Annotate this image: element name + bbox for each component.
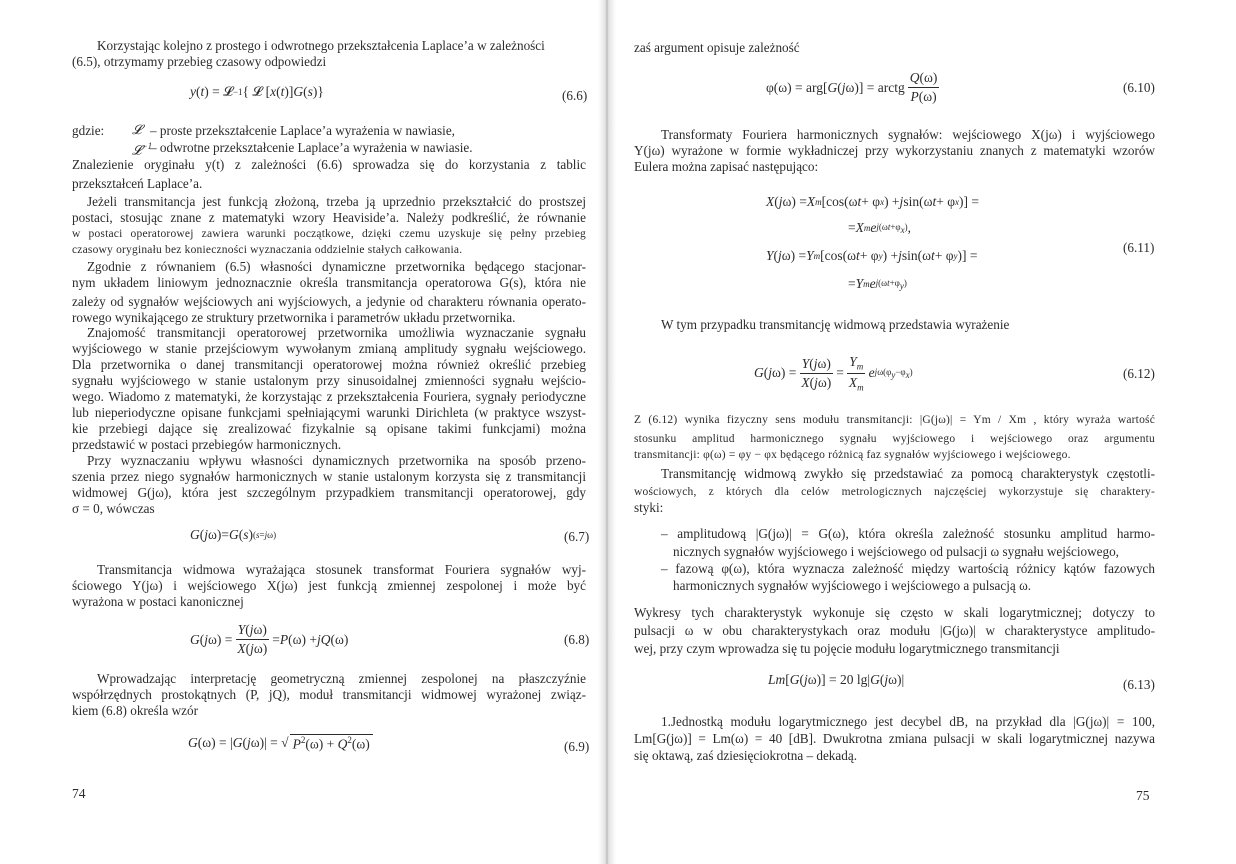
equation-6-11-y: Y ( j ω) = Y m [cos(ω t + φ y ) + j sin(ω t + φ y )] =	[766, 248, 978, 263]
text-line: Dla przetwornika o danej transmitancji operatorowej można również określić przebieg	[72, 357, 586, 372]
text-line: Wykresy tych charakterystyk wykonuje się często w skali logarytmicznej; dotyczy to	[634, 605, 1155, 620]
equation-number: (6.9)	[564, 739, 590, 754]
text-line: lub nieperiodyczne opisane funkcjami spełniającymi warunki Dirichleta (w praktyce wszyst-	[72, 405, 586, 420]
text-line: wego. Wiadomo z matematyki, że korzystając z przekształcenia Fouriera, sygnały periodyczne	[72, 389, 586, 404]
right-page	[616, 0, 1236, 864]
text-line: przedstawić w postaci przebiegów harmonicznych.	[72, 437, 342, 452]
equation-number: (6.8)	[564, 632, 590, 647]
text-line: kiem (6.8) określa wzór	[72, 703, 198, 718]
equation-6-9: G (ω) = | G ( j ω)| = √ $P^2(\omega) + Q^2(\omega)$	[188, 734, 373, 753]
equation-number: (6.6)	[562, 88, 588, 103]
text-line: Znajomość transmitancji operatorowej przetwornika umożliwia wyznaczanie sygnału	[87, 325, 586, 340]
text-line: transmitancji: φ(ω) = φy − φx będącego różnicą faz sygnałów wyjściowego i wejściowego.	[634, 449, 1071, 461]
text-line: zależy od sygnałów wejściowych ani wyjściowych, a jedynie od charakteru równania operato-	[72, 294, 586, 309]
text-line: gdzie:	[72, 123, 105, 138]
text-line: wyjściowego w stanie przejściowym wywołanym zmianą amplitudy sygnału wejściowego.	[72, 341, 586, 356]
equation-number: (6.10)	[1123, 80, 1155, 95]
equation-6-8: G ( j ω) = $\frac{Y(j\omega)}{X(j\omega)}$ = P (ω) + jQ (ω)	[190, 622, 349, 656]
text-line: Z (6.12) wynika fizyczny sens modułu transmitancji: |G(jω)| = Ym / Xm , który wyraża wartość	[634, 414, 1155, 426]
text-line: przekształceń Laplace’a.	[72, 176, 203, 191]
text-line: Znalezienie oryginału y(t) z zależności (6.6) sprowadza się do korzystania z tablic	[72, 157, 586, 172]
text-line: czasowy oryginału bez konieczności wyznaczania oddzielnie stałych całkowania.	[72, 244, 463, 256]
text-line: postaci, stosując znane z matematyki wzory Heaviside’a. Należy podkreślić, że równanie	[72, 210, 586, 225]
equation-6-12: G ( j ω) = $\frac{Y(j\omega)}{X(j\omega)}$ = $\frac{Y_m}{X_m}$ e $j\omega(\varphi_y-\varphi_x)$	[754, 354, 913, 393]
equation-6-10: φ(ω) = arg[ G ( j ω)] = arctg $\frac{Q(\omega)}{P(\omega)}$	[766, 70, 938, 104]
list-item: – fazową φ(ω), która wyznacza zależność między wartością różnicy kątów fazowych	[661, 561, 1155, 576]
text-line: Jeżeli transmitancja jest funkcją złożoną, trzeba ją uprzednio przekształcić do prostszej	[87, 194, 586, 209]
text-line: Y(jω) wyrażone w formie wykładniczej przy wykorzystaniu znanych z matematyki wzorów	[634, 143, 1155, 158]
text-line: zaś argument opisuje zależność	[634, 40, 800, 55]
text-line: widmowej G(jω), która jest szczególnym przypadkiem transmitancji operatorowej, gdy	[72, 485, 586, 500]
equation-number: (6.7)	[564, 529, 590, 544]
text-line: styki:	[634, 500, 664, 515]
text-line: szenia przez niego sygnałów harmonicznych w stanie ustalonym korzysta się z transmitancji	[72, 469, 586, 484]
text-line: Eulera można zapisać następująco:	[634, 159, 819, 174]
inverse-laplace-symbol: 𝓛$^{-1}$	[132, 141, 153, 158]
page-number: 74	[72, 786, 86, 801]
equation-6-11-y-exp: = Y m e $j(\omega t+\varphi_y)$	[848, 276, 907, 291]
book-gutter-shadow	[598, 0, 616, 864]
list-item: – amplitudową |G(jω)| = G(ω), która określa zależność stosunku amplitud harmo-	[661, 526, 1155, 541]
text-line: 1.Jednostką modułu logarytmicznego jest decybel dB, na przykład dla |G(jω)| = 100,	[661, 714, 1155, 729]
text-line: Lm[G(jω)] = Lm(ω) = 40 [dB]. Dwukrotna zmiana pulsacji w skali logarytmicznej nazywa	[634, 731, 1155, 746]
text-line: wyrażona w postaci kanonicznej	[72, 594, 244, 609]
equation-6-11-x-exp: = X m e $j(\omega t+\varphi_x)$ ,	[848, 220, 911, 235]
text-line: Transmitancja widmowa wyrażająca stosunek transformat Fouriera sygnałów wyj-	[97, 562, 586, 577]
list-item-continuation: nicznych sygnałów wyjściowego i wejściowego od pulsacji ω sygnału wejściowego,	[673, 544, 1119, 559]
page-number: 75	[1136, 788, 1150, 803]
laplace-symbol: 𝓛	[132, 122, 142, 137]
equation-6-11-x: X ( j ω) = X m [cos(ω t + φ x ) + j sin(ω t + φ x )] =	[766, 194, 979, 209]
text-line: – odwrotne przekształcenie Laplace’a wyrażenia w nawiasie.	[150, 140, 473, 155]
text-line: rowego wynikającego ze struktury przetwornika i parametrów układu przetwornika.	[72, 310, 516, 325]
text-line: – proste przekształcenie Laplace’a wyrażenia w nawiasie,	[150, 123, 455, 138]
equation-number: (6.11)	[1123, 240, 1155, 255]
text-line: Korzystając kolejno z prostego i odwrotnego przekształcenia Laplace’a w zależności	[97, 38, 545, 53]
text-line: (6.5), otrzymamy przebieg czasowy odpowiedzi	[72, 54, 327, 69]
equation-6-13: Lm [ G ( j ω)] = 20 lg| G ( j ω)|	[768, 672, 905, 687]
equation-number: (6.13)	[1123, 677, 1155, 692]
text-line: Przy wyznaczaniu wpływu własności dynamicznych przetwornika na sposób przeno-	[87, 453, 586, 468]
text-line: ściowego Y(jω) i wejściowego X(jω) jest funkcją zmiennej zespolonej i może być	[72, 578, 586, 593]
text-line: w postaci operatorowej zawiera warunki początkowe, dzięki czemu uzyskuje się pełny przebieg	[72, 228, 586, 240]
list-item-continuation: harmonicznych sygnałów wyjściowego i wejściowego a pulsacją ω.	[673, 578, 1032, 593]
text-line: się oktawą, zaś dziesięciokrotna – dekadą.	[634, 748, 857, 763]
left-page	[0, 0, 600, 864]
text-line: współrzędnych prostokątnych (P, jQ), moduł transmitancji widmowej wyrażonej związ-	[72, 687, 586, 702]
text-line: W tym przypadku transmitancję widmową przedstawia wyrażenie	[661, 317, 1010, 332]
text-line: wej, przy czym wprowadza się tu pojęcie modułu logarytmicznego transmitancji	[634, 641, 1060, 656]
equation-number: (6.12)	[1123, 366, 1155, 381]
equation-6-7: G ( j ω)= G ( s ) (s=jω)	[190, 527, 277, 542]
text-line: Transmitancję widmową zwykło się przedstawiać za pomocą charakterystyk częstotli-	[661, 466, 1155, 481]
text-line: sygnału wyjściowego w stanie ustalonym przy sinusoidalnej zmienności sygnału wejścio-	[72, 373, 586, 388]
text-line: nym układem liniowym jednoznacznie określa transmitancja operatorowa G(s), która nie	[72, 275, 586, 290]
text-line: kie przebiegi dające się zrealizować fizykalnie są opisane takimi funkcjami) można	[72, 421, 586, 436]
text-line: wościowych, z których dla celów metrologicznych najczęściej wykorzystuje się charaktery-	[634, 486, 1155, 498]
equation-6-6: y ( t ) = 𝓛 −1 { 𝓛 [ x ( t )] G ( s )}	[190, 84, 324, 99]
text-line: Transformaty Fouriera harmonicznych sygnałów: wejściowego X(jω) i wyjściowego	[661, 127, 1155, 142]
text-line: pulsacji ω w obu charakterystykach oraz modułu |G(jω)| w charakterystyce amplitudo-	[634, 623, 1155, 638]
text-line: Wprowadzając interpretację geometryczną zmiennej zespolonej na płaszczyźnie	[97, 671, 586, 686]
text-line: σ = 0, wówczas	[72, 501, 155, 516]
text-line: Zgodnie z równaniem (6.5) własności dynamiczne przetwornika będącego stacjonar-	[87, 259, 586, 274]
text-line: stosunku amplitud harmonicznego sygnału wyjściowego i wejściowego oraz argumentu	[634, 433, 1155, 445]
